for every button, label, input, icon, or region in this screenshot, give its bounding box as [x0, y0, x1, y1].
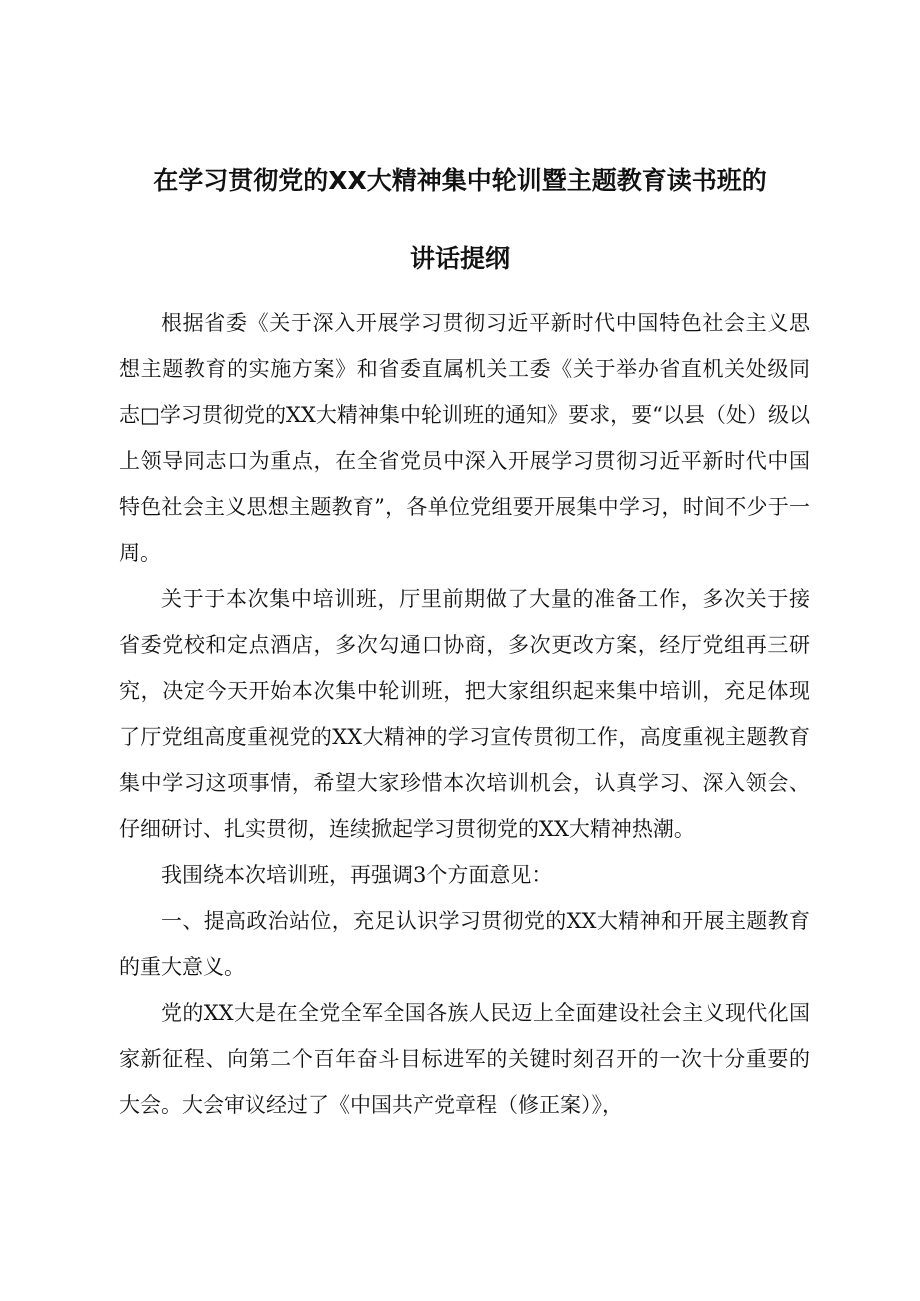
paragraph-training-preparation: 关于于本次集中培训班，厅里前期做了大量的准备工作，多次关于接省委党校和定点酒店，多次勾通口协商，多次更改方案，经厅党组再三研究，决定今天开始本次集中轮训班，把大家组织起来集中培训，充足体现了厅党组高度重视党的XX大精神的学习宣传贯彻工作，高度重视主题教育集中学习这项事情，希望大家珍惜本次培训机会，认真学习、深入领会、仔细研讨、扎实贯彻，连续掀起学习贯彻党的XX大精神热潮。	[119, 587, 810, 841]
paragraph-intro: 根据省委《关于深入开展学习贯彻习近平新时代中国特色社会主义思想主题教育的实施方案》和省委直属机关工委《关于举办省直机关处级同志□学习贯彻党的XX大精神集中轮训班的通知》要求，要“以县（处）级以上领导同志口为重点，在全省党员中深入开展学习贯彻习近平新时代中国特色社会主义思想主题教育”，各单位党组要开展集中学习，时间不少于一周。	[119, 311, 810, 565]
document-title-line-2: 讲话提纲	[409, 244, 510, 273]
document-title-line-1: 在学习贯彻党的XX大精神集中轮训暨主题教育读书班的	[153, 166, 767, 195]
section-heading-one: 一、提高政治站位，充足认识学习贯彻党的XX大精神和开展主题教育的重大意义。	[119, 909, 810, 979]
paragraph-three-points: 我围绕本次培训班，再强调3个方面意见：	[161, 863, 553, 887]
document-body	[119, 300, 810, 1128]
paragraph-congress-significance: 党的XX大是在全党全军全国各族人民迈上全面建设社会主义现代化国家新征程、向第二个百年奋斗目标进军的关键时刻召开的一次十分重要的大会。大会审议经过了《中国共产党章程（修正案）》，	[119, 1001, 810, 1117]
